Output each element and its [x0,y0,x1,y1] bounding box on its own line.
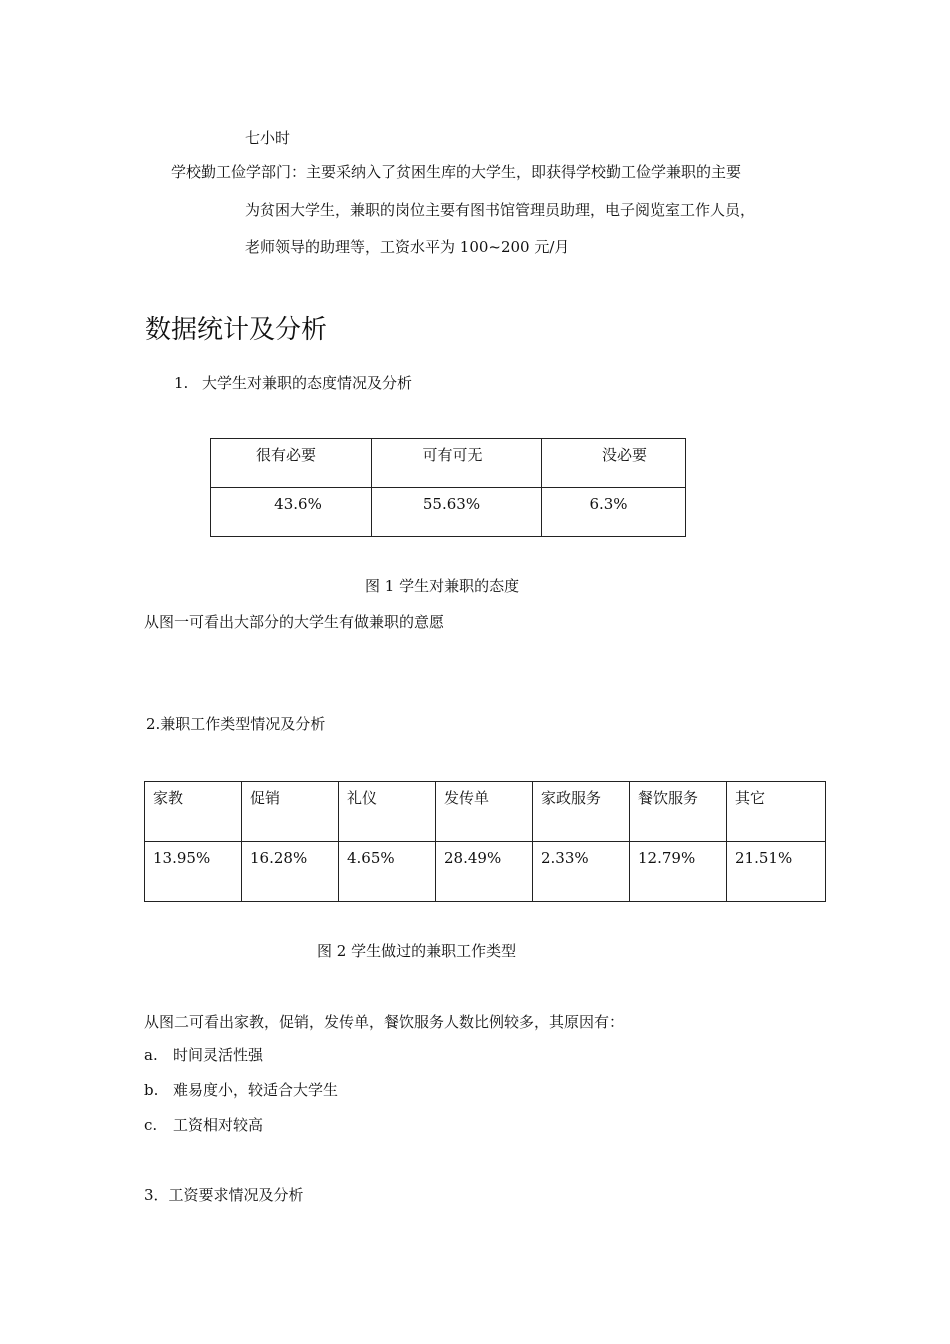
reason-text: 时间灵活性强 [173,1046,264,1064]
figure2-caption: 图 2 学生做过的兼职工作类型 [317,942,517,960]
reason-marker: a. [144,1046,158,1064]
table-header-row [145,782,826,842]
job-type-table [144,781,826,902]
table-header-cell: 家教 [145,782,242,842]
table-header-cell: 很有必要 [211,439,372,488]
intro-line-0: 七小时 [245,129,291,147]
table-row [145,842,826,902]
table-header-row [211,439,686,488]
reason-text: 工资相对较高 [173,1116,264,1134]
figure1-note: 从图一可看出大部分的大学生有做兼职的意愿 [144,613,445,631]
table-cell: 13.95% [145,842,242,902]
section1-title: 大学生对兼职的态度情况及分析 [202,374,413,392]
intro-line-2: 为贫困大学生，兼职的岗位主要有图书馆管理员助理，电子阅览室工作人员， [245,201,756,219]
reason-marker: b. [144,1081,159,1099]
table-cell: 4.65% [339,842,436,902]
intro-line-1: 学校勤工俭学部门：主要采纳入了贫困生库的大学生，即获得学校勤工俭学兼职的主要 [171,163,742,181]
reason-marker: c. [144,1116,158,1134]
reason-text: 难易度小，较适合大学生 [173,1081,339,1099]
table-header-cell: 可有可无 [372,439,542,488]
table-row [211,488,686,537]
figure2-note: 从图二可看出家教，促销，发传单，餐饮服务人数比例较多，其原因有： [144,1013,625,1031]
table-cell: 16.28% [242,842,339,902]
table-header-cell: 家政服务 [533,782,630,842]
table-cell: 12.79% [630,842,727,902]
section1-number: 1. [174,374,189,392]
table-header-cell: 没必要 [542,439,686,488]
section2-title: 2.兼职工作类型情况及分析 [146,715,326,733]
table-cell: 21.51% [727,842,826,902]
section3-title: 3．工资要求情况及分析 [144,1186,304,1204]
table-header-cell: 其它 [727,782,826,842]
table-cell: 2.33% [533,842,630,902]
table-cell: 43.6% [211,488,372,537]
table-header-cell: 发传单 [436,782,533,842]
attitude-table [210,438,686,537]
table-cell: 28.49% [436,842,533,902]
table-header-cell: 促销 [242,782,339,842]
figure1-caption: 图 1 学生对兼职的态度 [365,577,520,595]
intro-line-3: 老师领导的助理等，工资水平为 100~200 元/月 [245,238,570,256]
table-header-cell: 礼仪 [339,782,436,842]
section-heading: 数据统计及分析 [145,315,328,345]
table-cell: 6.3% [542,488,686,537]
table-cell: 55.63% [372,488,542,537]
table-header-cell: 餐饮服务 [630,782,727,842]
